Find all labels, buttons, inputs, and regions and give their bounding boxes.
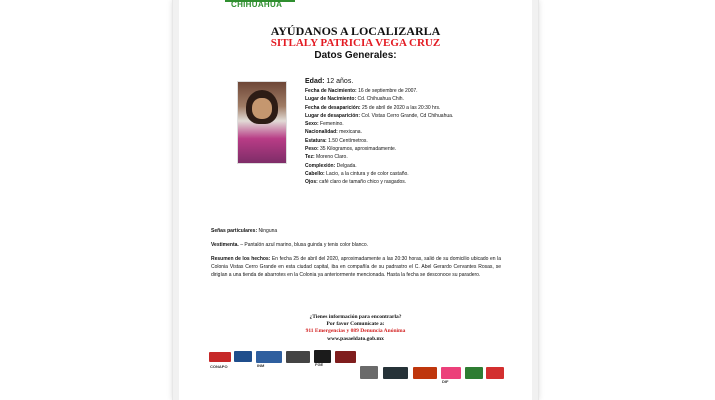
missing-place-value: Col. Vistas Cerro Grande, Cd Chihuahua. (361, 112, 454, 119)
fge-logo-label: FGE (315, 362, 324, 367)
event-summary (211, 256, 501, 279)
missing-person-name: SITLALY PATRICIA VEGA CRUZ (270, 37, 441, 49)
field-missing-date (305, 104, 510, 112)
birth-place-label: Lugar de Nacimiento: (305, 96, 357, 103)
field-complexion-color (305, 153, 510, 161)
field-eyes (305, 178, 510, 186)
nationality-label: Nacionalidad: (305, 129, 338, 136)
ipn-logo (413, 367, 437, 379)
eyes-label: Ojos: (305, 179, 318, 186)
poster-title: AYÚDANOS A LOCALIZARLA (270, 24, 441, 38)
nationality-value: mexicana. (339, 129, 362, 136)
missing-date-value: 25 de abril de 2020 a las 20:30 hrs. (361, 104, 441, 111)
red-logo (486, 367, 504, 379)
cndh-logo (286, 351, 310, 363)
brand-label: CHIHUAHUA (231, 0, 283, 9)
event-summary-value: En fecha 25 de abril del 2020, aproximadamente a las 20:30 horas, salió de su domicilio ubicado en la Colonia Vistas Cerro Grande en esta ciudad capital, iba en compañía de su padrastro el C. Abel Gerardo Cervantes Rosas, se dirigían a una tienda de abarrotes en la Colonia ya anteriormente mencionada. Hasta la fecha se desconoce su paradero. (211, 256, 501, 278)
poster-page (173, 0, 538, 400)
conapo-logo (209, 352, 231, 362)
eyes-value: café claro de tamaño chico y rasgados. (319, 179, 407, 186)
birth-date-label: Fecha de Nacimiento: (305, 88, 357, 94)
tez-value: Moreno Claro. (316, 154, 348, 161)
field-hair (305, 170, 510, 178)
contact-question: ¿Tienes información para encontrarla? (309, 314, 402, 320)
field-nationality (305, 128, 510, 136)
build-label: Complexión: (305, 162, 336, 169)
field-missing-place (305, 112, 510, 120)
distinguishing-marks-value: Ninguna (258, 228, 278, 234)
birth-place-value: Cd. Chihuahua Chih. (357, 96, 404, 103)
contact-instruction: Por favor Comunícate a: (326, 321, 385, 327)
tez-label: Tez: (305, 154, 315, 161)
height-value: 1.50 Centímetros. (328, 137, 368, 144)
event-summary-label: Resumen de los hechos: (211, 256, 271, 262)
age-value: 12 años. (326, 78, 354, 85)
age-field (305, 78, 510, 85)
distinguishing-marks-label: Señas particulares: (211, 228, 258, 234)
profile-fields (305, 78, 510, 187)
photo (237, 81, 287, 164)
ssp-logo (234, 351, 252, 362)
field-build (305, 162, 510, 170)
dif-logo-label: DIF (442, 379, 449, 384)
ct-logo (383, 367, 408, 379)
field-weight (305, 145, 510, 153)
photo-face (252, 98, 272, 119)
clothing (211, 242, 501, 250)
clothing-value: – Pantalón azul marino, blusa guinda y tenis color blanco. (240, 242, 369, 248)
age-label: Edad: (305, 78, 325, 85)
fgr-logo (465, 367, 483, 379)
section-title: Datos Generales: (314, 50, 397, 61)
missing-date-label: Fecha de desaparición: (305, 104, 361, 111)
missing-place-label: Lugar de desaparición: (305, 112, 361, 119)
agency-logos (209, 349, 504, 395)
dif-logo (441, 367, 461, 379)
build-value: Delgada. (336, 162, 357, 169)
inm-logo (256, 351, 282, 363)
conapo-logo-label: CONAPO (210, 364, 228, 369)
hair-label: Cabello: (305, 170, 325, 177)
clothing-label: Vestimenta. (211, 242, 239, 248)
weight-label: Peso: (305, 146, 319, 153)
field-sex (305, 120, 510, 128)
height-label: Estatura: (305, 137, 327, 144)
distinguishing-marks (211, 228, 501, 236)
contact-website[interactable]: www.pasaeldato.gob.mx (327, 336, 384, 342)
emergency-phones: 911 Emergencias y 089 Denuncia Anónima (305, 328, 406, 334)
sex-value: Femenino. (320, 121, 344, 128)
ine-logo (360, 366, 378, 379)
field-birth-date (305, 87, 510, 95)
field-birth-place (305, 95, 510, 103)
birth-date-value: 16 de septiembre de 2007. (358, 88, 418, 94)
hair-value: Lacio, a la cintura y de color castaño. (326, 170, 409, 177)
sex-label: Sexo: (305, 121, 319, 128)
weight-value: 35 Kilogramos, aproximadamente. (320, 146, 397, 153)
field-height (305, 137, 510, 145)
uaeh-logo (335, 351, 356, 363)
inm-logo-label: INM (257, 363, 265, 368)
